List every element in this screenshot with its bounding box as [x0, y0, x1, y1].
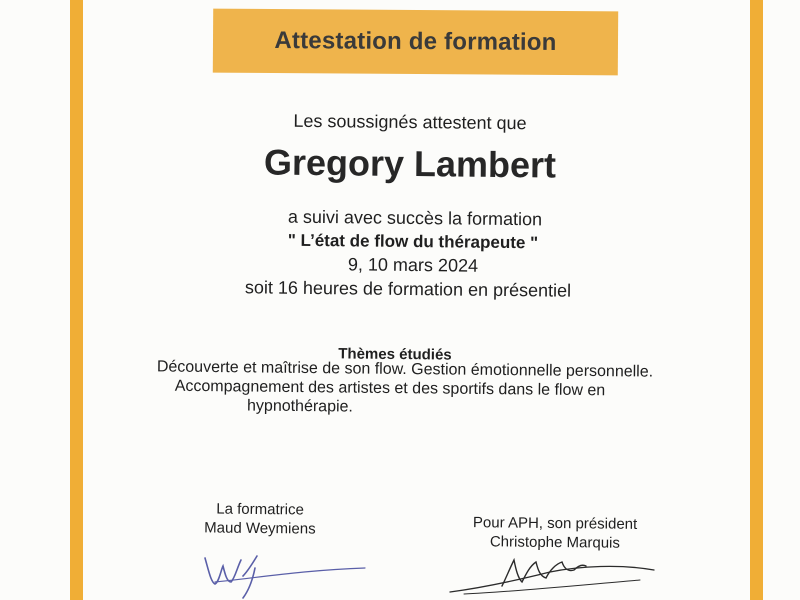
president-role: Pour APH, son président — [472, 514, 638, 533]
trainer-name: Maud Weymiens — [204, 519, 316, 538]
themes-line-3: hypnothérapie. — [246, 397, 354, 416]
title-banner — [213, 9, 618, 76]
themes-line-1: Découverte et maîtrise de son flow. Gestion émotionnelle personnelle. — [156, 358, 654, 381]
course-title: " L’état de flow du thérapeute " — [287, 230, 539, 253]
trainer-signature-block — [185, 499, 335, 539]
certificate-title: Attestation de formation — [274, 27, 557, 56]
president-signature-block — [455, 513, 655, 553]
course-dates: 9, 10 mars 2024 — [347, 254, 479, 276]
president-handwritten-signature-icon — [440, 552, 670, 600]
course-duration: soit 16 heures de formation en présentiel — [244, 277, 572, 301]
recipient-name: Gregory Lambert — [263, 141, 557, 186]
right-border-stripe — [750, 0, 763, 600]
course-intro-text: a suivi avec succès la formation — [287, 206, 543, 230]
themes-heading: Thèmes étudiés — [338, 345, 452, 364]
trainer-handwritten-signature-icon — [185, 548, 375, 600]
left-border-stripe — [70, 0, 83, 600]
president-name: Christophe Marquis — [489, 533, 621, 552]
trainer-role: La formatrice — [216, 500, 304, 519]
themes-line-2: Accompagnement des artistes et des sportifs dans le flow en — [174, 377, 606, 400]
intro-text: Les soussignés attestent que — [293, 110, 527, 134]
